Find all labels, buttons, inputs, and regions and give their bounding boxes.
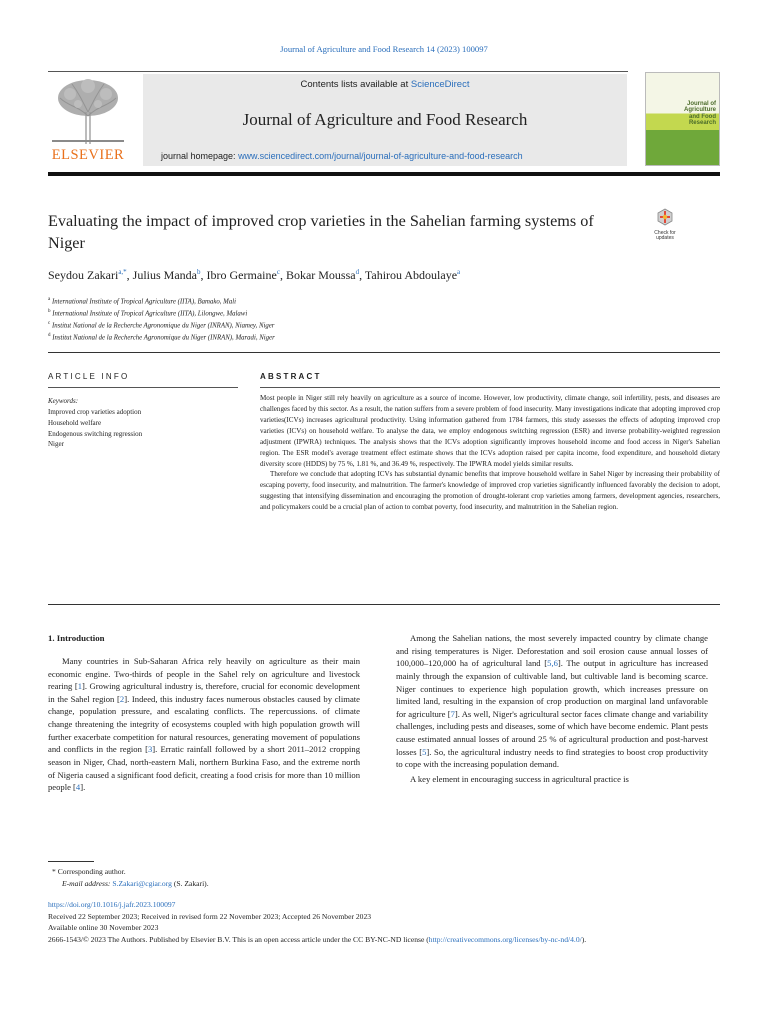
body-text: Among the Sahelian nations, the most severely impacted country by climate change and rising temperatures is Niger. Deforestation and soil erosion cause annual losses of 100,000–120,000 ha of agricultural land [ — [396, 633, 708, 669]
affiliation-mark: c — [48, 321, 51, 327]
abstract-paragraph: Most people in Niger still rely heavily on agriculture as a source of income. However, low productivity, climate change, soil infertility, pests, and diseases are challenges faced by this sector. As a result, the nation suffers from a severe problem of food insecurity. Many investigations indicate that adopting improved crop varieties(ICVs) increases agricultural productivity. Using information gathered from 1784 farmers, this study assesses the effects of adopting improved crop varieties (ICVs) on household welfare. To analyse the data, we employ endogenous switching regression (ESR) and inverse probability-weighted regression adjustment (IPWRA) techniques. The analysis shows that the ICVs adoption significantly improves household income and food access in Niger's Sahelian region. The ESR model's average treatment effect estimate shows that the ICVs adoption raised per capita income, food expenditure, and household dietary diversity score (HDDS) by 75 %, 1.81 %, and 36.49 %, respectively. The IPWRA model yields similar results. — [260, 394, 720, 468]
homepage-line — [161, 151, 523, 161]
keywords-block — [48, 396, 142, 450]
abstract-rule — [260, 387, 720, 388]
banner-top-rule — [48, 71, 628, 72]
cover-title — [666, 101, 716, 126]
cover-line: Journal of — [686, 101, 716, 107]
cover-line: Research — [688, 119, 716, 126]
affiliation-list — [48, 296, 275, 345]
citation-link[interactable]: 5,6 — [547, 658, 558, 669]
affiliation-text: Institut National de la Recherche Agronomique du Niger (INRAN), Maradi, Niger — [52, 334, 275, 342]
license-text: 2666-1543/© 2023 The Authors. Published by Elsevier B.V. This is an open access article under the CC BY-NC-ND license ( — [48, 934, 429, 944]
keyword-item: Endogenous switching regression — [48, 429, 143, 438]
citation-link[interactable]: 3 — [147, 744, 153, 755]
elsevier-wordmark: ELSEVIER — [51, 147, 125, 163]
journal-banner — [143, 74, 627, 166]
affiliation-item — [48, 308, 275, 320]
article-metadata — [48, 899, 720, 945]
email-label: E-mail address: — [62, 879, 113, 889]
body-paragraph: A key element in encouraging success in agricultural practice is — [410, 773, 629, 784]
article-title: Evaluating the impact of improved crop varieties in the Sahelian farming systems of Niger — [48, 212, 594, 253]
email-line — [52, 878, 209, 890]
affiliation-item — [48, 296, 275, 308]
keyword-item: Improved crop varieties adoption — [48, 407, 142, 416]
keyword-item: Niger — [48, 440, 64, 449]
corresponding-author-note: * Corresponding author. — [52, 867, 126, 876]
section-divider — [48, 352, 720, 353]
author-name[interactable]: Julius Manda — [132, 268, 198, 282]
homepage-link[interactable]: www.sciencedirect.com/journal/journal-of-agriculture-and-food-research — [238, 151, 523, 161]
journal-cover-image[interactable] — [645, 72, 720, 166]
affiliation-text: International Institute of Tropical Agriculture (IITA), Lilongwe, Malawi — [52, 310, 248, 318]
citation-link[interactable]: 1 — [77, 681, 82, 692]
author-affil-mark[interactable]: d — [355, 268, 360, 276]
affiliation-mark: d — [48, 333, 51, 339]
journal-reference[interactable]: Journal of Agriculture and Food Research 14 (2023) 100097 — [280, 44, 488, 54]
footnote-block — [52, 866, 209, 890]
affiliation-mark: b — [48, 309, 51, 315]
corresponding-author-text: Corresponding author. — [57, 867, 126, 876]
abstract-paragraph: Therefore we conclude that adopting ICVs has substantial dynamic benefits that improve household welfare in Sahel Niger by increasing their probability of escaping poverty, food insecurity, and malnutrition. The farmer's knowledge of improved crop varieties significantly influenced favorably the decision to adopt, suggesting that intensifying dissemination and encouraging the promotion of drought-tolerant crop varieties among farmers, development agencies, researchers, and policymakers could be a crucial plan of action to combat poverty, food insecurity, and malnutrition in the Sahelian region. — [260, 470, 720, 512]
doi-link[interactable]: https://doi.org/10.1016/j.jafr.2023.100097 — [48, 900, 176, 909]
check-for-updates-button[interactable] — [648, 208, 682, 242]
affiliation-item — [48, 332, 275, 344]
body-paragraph — [48, 655, 360, 794]
citation-link[interactable]: 4 — [75, 782, 81, 793]
author-name[interactable]: Seydou Zakari — [48, 268, 119, 282]
received-dates: Received 22 September 2023; Received in revised form 22 November 2023; Accepted 26 November 2023 — [48, 911, 372, 921]
license-link[interactable]: http://creativecommons.org/licenses/by-nc-nd/4.0/ — [428, 934, 582, 944]
author-affil-mark[interactable]: c — [276, 268, 280, 276]
keywords-label: Keywords: — [48, 397, 79, 405]
crossmark-label-line: updates — [656, 235, 674, 242]
sciencedirect-link[interactable]: ScienceDirect — [410, 79, 470, 90]
contents-line — [143, 79, 627, 90]
cover-line: and Food — [689, 113, 716, 120]
journal-title[interactable]: Journal of Agriculture and Food Research — [242, 110, 528, 129]
body-text: ]. So, the agricultural industry needs to find strategies to boost crop productivity to cope with the increasing population demand. — [396, 746, 708, 770]
affiliation-text: International Institute of Tropical Agriculture (IITA), Bamako, Mali — [51, 298, 237, 306]
body-text: ]. — [80, 782, 86, 793]
contents-prefix: Contents lists available at — [300, 79, 411, 90]
body-text: Many countries in Sub-Saharan Africa rely heavily on agriculture as their main economic engine. Two-thirds of people in the Sahel rely on agriculture and livestock rearing [ — [48, 655, 360, 692]
header-divider — [48, 172, 720, 176]
body-text: ]. Indeed, this industry faces numerous obstacles caused by climate change, population pressure, and escalating conflicts. The repercussions. of climate change threatening the integrity of ecosystems coupled with high population growth will further exacerbate competition for natural resources, generating movement of populations and conflicts in the region [ — [48, 693, 360, 755]
license-suffix: ). — [581, 934, 587, 944]
crossmark-icon — [657, 208, 673, 226]
keyword-item: Household welfare — [48, 418, 102, 427]
citation-link[interactable]: 2 — [119, 693, 125, 704]
citation-link[interactable]: 7 — [450, 708, 455, 719]
abstract-bottom-divider — [48, 604, 720, 605]
citation-link[interactable]: 5 — [422, 746, 427, 757]
author-affil-mark[interactable]: b — [197, 268, 201, 276]
author-name[interactable]: Bokar Moussa — [285, 268, 356, 282]
intro-right-column — [396, 632, 708, 786]
affiliation-text: Institut National de la Recherche Agronomique du Niger (INRAN), Niamey, Niger — [51, 322, 275, 330]
body-text: ]. Erratic rainfall followed by a short 2011–2012 cropping season in Niger, Chad, north-eastern Mali, northern Burkina Faso, and the extreme north of Nigeria caused a significant food deficit, creating a food crisis for more than 10 million people [ — [48, 744, 360, 793]
license-statement — [48, 934, 720, 946]
crossmark-label — [648, 231, 682, 242]
body-text: ]. The output in agriculture has increased mainly through the expansion of cultivable land, but cultivable land is becoming scarce. Niger continues to experience high population growth, which increases pressure on limited land, resulting in the expansion of crop production on marginal land unfavorable for agriculture [ — [396, 658, 709, 719]
crossmark-label-line: Check for — [654, 230, 676, 236]
author-name[interactable]: Ibro Germaine — [206, 268, 277, 282]
affiliation-mark: a — [48, 297, 51, 302]
abstract-heading: ABSTRACT — [260, 372, 322, 381]
elsevier-tree-icon — [48, 76, 128, 146]
homepage-label: journal homepage: — [161, 151, 239, 161]
affiliation-item — [48, 320, 275, 332]
available-online: Available online 30 November 2023 — [48, 923, 159, 933]
footnote-rule — [48, 861, 94, 862]
author-affil-mark[interactable]: a,* — [118, 268, 127, 276]
intro-left-column — [48, 632, 360, 794]
body-paragraph — [396, 632, 708, 771]
article-info-rule — [48, 387, 238, 388]
author-affil-mark[interactable]: a — [457, 268, 461, 276]
abstract-body — [260, 393, 720, 513]
cover-line: Agriculture — [683, 107, 716, 114]
article-info-heading: ARTICLE INFO — [48, 372, 130, 381]
elsevier-logo[interactable] — [48, 76, 128, 164]
body-text: ]. As well, Niger's agricultural sector faces climate change and variability challenges, including pests and diseases, some of which have become endemic. Plant pests cause estimated annual losses of around 25 % of agricultural production and post-harvest losses [ — [396, 708, 708, 757]
author-name[interactable]: Tahirou Abdoulaye — [364, 268, 458, 282]
author-list: Seydou Zakari$^{a,*}$, Julius Manda$^b$, Ibro Germaine$^c$, Bokar Moussa$^d$, Tahirou Abdoulaye$^a$ — [48, 268, 461, 282]
email-suffix: (S. Zakari). — [171, 879, 209, 889]
email-link[interactable]: S.Zakari@cgiar.org — [112, 879, 172, 889]
section-heading: 1. Introduction — [48, 633, 105, 643]
body-text: ]. Growing agricultural industry is, therefore, crucial for economic development in the Sahel region [ — [48, 681, 360, 704]
